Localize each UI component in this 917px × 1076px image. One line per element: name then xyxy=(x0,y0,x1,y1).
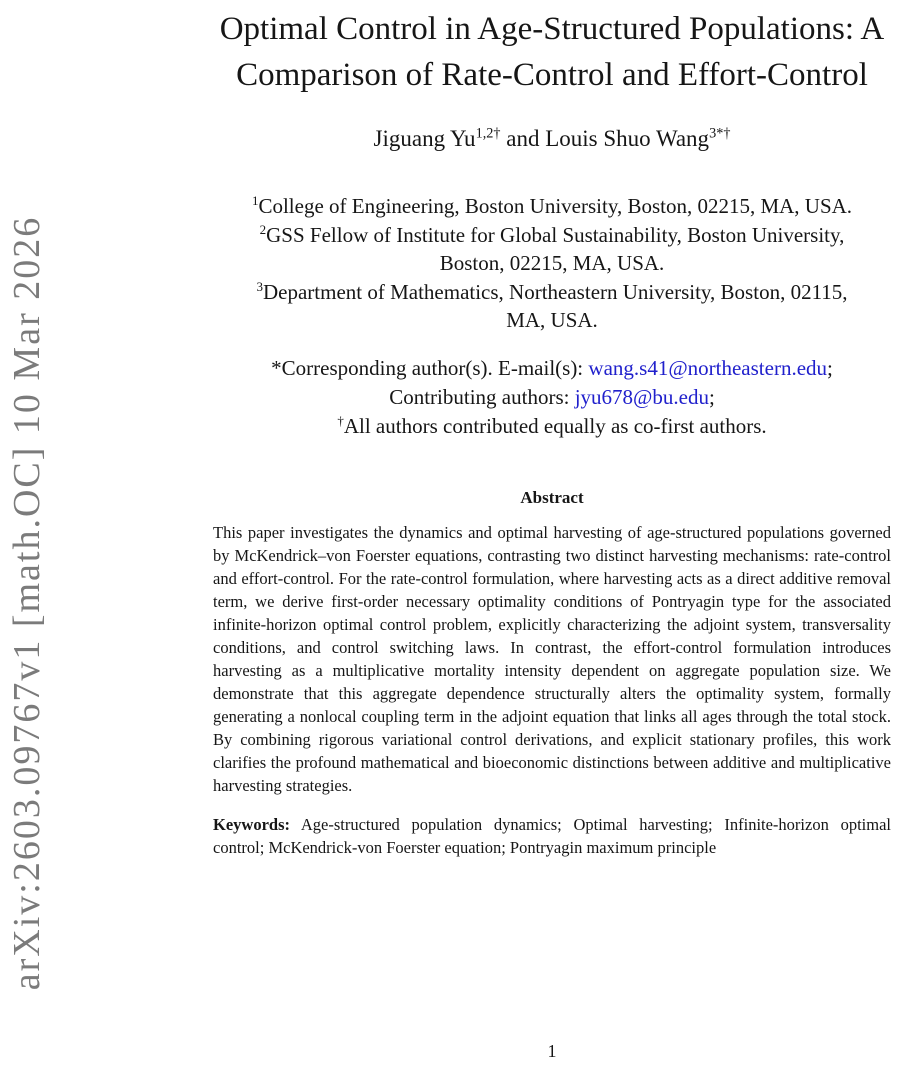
author-2-superscript: 3*† xyxy=(709,125,731,142)
author-name-2: Louis Shuo Wang xyxy=(545,126,710,151)
abstract-section xyxy=(187,488,917,797)
correspondence-block xyxy=(187,354,917,441)
affiliation-3-superscript: 3 xyxy=(256,278,263,294)
author-name-1: Jiguang Yu xyxy=(373,126,476,151)
affiliations-block xyxy=(187,192,917,335)
affiliation-2-continued xyxy=(187,249,917,278)
abstract-text: This paper investigates the dynamics and optimal harvesting of age-structured populations governed by McKendrick–von Foerster equations, contrasting two distinct harvesting mechanisms: rate-control and effort-control. For the rate-control formulation, where harvesting acts as a direct additive removal term, we derive first-order necessary optimality conditions of Pontryagin type for the associated infinite-horizon optimal control problem, explicitly characterizing the adjoint system, transversality conditions, and control switching laws. In contrast, the effort-control formulation introduces harvesting as a multiplicative mortality intensity dependent on aggregate population size. We demonstrate that this aggregate dependence structurally alters the optimality system, formally generating a nonlocal coupling term in the adjoint equation that links all ages through the total stock. By combining rigorous variational control derivations, and explicit stationary profiles, this work clarifies the profound mathematical and bioeconomic distinctions between additive and multiplicative harvesting strategies. xyxy=(213,522,891,795)
affiliation-2-text: GSS Fellow of Institute for Global Sustainability, Boston University, xyxy=(266,222,845,247)
affiliation-2-text-continued: Boston, 02215, MA, USA. xyxy=(439,251,665,276)
corresponding-author-line xyxy=(187,354,917,383)
contributing-email-link[interactable]: jyu678@bu.edu xyxy=(574,384,709,409)
equal-contribution-text: All authors contributed equally as co-first authors. xyxy=(343,413,767,438)
affiliation-2-superscript: 2 xyxy=(259,221,267,237)
affiliation-3-text: Department of Mathematics, Northeastern University, Boston, 02115, xyxy=(262,279,848,304)
affiliation-3-text-continued: MA, USA. xyxy=(506,308,598,333)
abstract-heading: Abstract xyxy=(520,487,584,507)
author-1-superscript: 1,2† xyxy=(475,125,501,142)
contributing-authors-label: Contributing authors: xyxy=(389,384,575,409)
keywords-block xyxy=(213,813,891,859)
affiliation-3-continued xyxy=(187,306,917,335)
affiliation-1-text: College of Engineering, Boston University, Boston, 02215, MA, USA. xyxy=(258,194,853,218)
author-line xyxy=(187,124,917,154)
dagger-superscript: † xyxy=(337,412,344,428)
author-conjunction: and xyxy=(500,126,546,151)
corresponding-line-suffix: ; xyxy=(827,355,833,380)
paper-content xyxy=(187,0,917,859)
affiliation-2 xyxy=(187,221,917,250)
affiliation-3 xyxy=(187,278,917,307)
page-number: 1 xyxy=(547,1041,557,1061)
affiliation-1-superscript: 1 xyxy=(251,193,259,208)
equal-contribution-note xyxy=(187,412,917,441)
arxiv-watermark: arXiv:2603.09767v1 [math.OC] 10 Mar 2026 xyxy=(6,215,48,991)
corresponding-email-link[interactable]: wang.s41@northeastern.edu xyxy=(588,355,828,380)
title-line-2: Comparison of Rate-Control and Effort-Control xyxy=(236,57,868,93)
corresponding-author-label: *Corresponding author(s). E-mail(s): xyxy=(271,355,589,380)
affiliation-1 xyxy=(187,192,917,221)
page-title xyxy=(187,6,917,98)
contributing-line-suffix: ; xyxy=(708,384,715,409)
contributing-authors-line xyxy=(187,383,917,412)
title-line-1: Optimal Control in Age-Structured Populations: A xyxy=(219,11,885,47)
keywords-label: Keywords: xyxy=(213,814,290,834)
keywords-text: Age-structured population dynamics; Optimal harvesting; Infinite-horizon optimal control; McKendrick-von Foerster equation; Pontryagin maximum principle xyxy=(213,814,891,857)
